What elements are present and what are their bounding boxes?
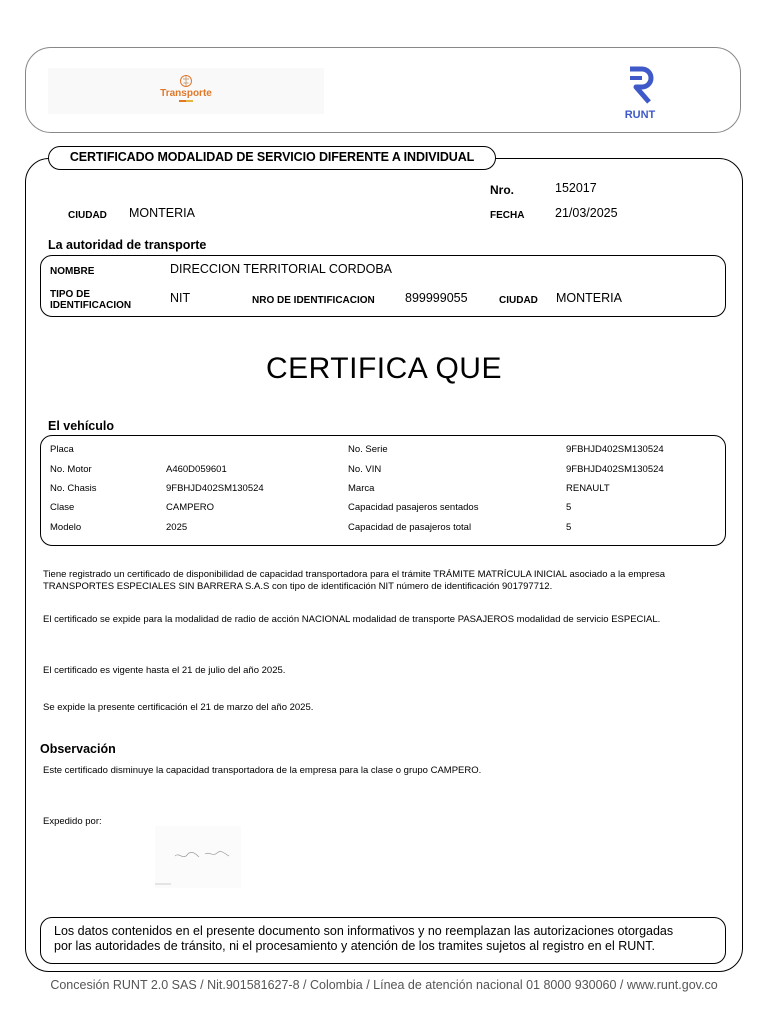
nro-label: Nro. <box>490 183 514 197</box>
disclaimer-box <box>40 917 726 964</box>
vehicle-value: 5 <box>566 502 572 513</box>
nro-identificacion-label: NRO DE IDENTIFICACION <box>252 295 375 306</box>
disclaimer-line-2: por las autoridades de tránsito, ni el procesamiento y atención de los tramites sujetos al registro en el RUNT. <box>54 938 655 953</box>
nombre-value: DIRECCION TERRITORIAL CORDOBA <box>170 262 393 276</box>
tipo-label-line1: TIPO DE <box>50 289 91 300</box>
vehicle-value: 2025 <box>166 522 188 533</box>
runt-logo <box>618 66 662 120</box>
vehicle-label: No. VIN <box>348 464 382 475</box>
vehicle-heading: El vehículo <box>48 419 114 433</box>
disclaimer-line-1: Los datos contenidos en el presente documento son informativos y no reemplazan las autorizaciones otorgadas <box>54 924 674 938</box>
authority-heading: La autoridad de transporte <box>48 238 207 252</box>
runt-r-icon <box>618 66 662 109</box>
observacion-text: Este certificado disminuye la capacidad transportadora de la empresa para la clase o grupo CAMPERO. <box>43 765 482 776</box>
registration-line-1: Tiene registrado un certificado de disponibilidad de capacidad transportadora para el trámite TRÁMITE MATRÍCULA INICIAL asociado a la empresa <box>43 569 666 580</box>
nombre-label: NOMBRE <box>50 266 95 277</box>
vehicle-value: A460D059601 <box>166 464 227 475</box>
transporte-logo-text: Transporte <box>160 88 212 99</box>
runt-logo-text: RUNT <box>624 109 656 121</box>
vehicle-label: No. Motor <box>50 464 92 475</box>
transporte-logo <box>146 74 226 110</box>
vehicle-value: RENAULT <box>566 483 610 494</box>
vehicle-value: CAMPERO <box>166 502 215 513</box>
ciudad-value: MONTERIA <box>129 206 195 220</box>
tipo-identificacion-label <box>50 289 131 311</box>
ciudad-label: CIUDAD <box>68 210 107 221</box>
vehicle-value: 9FBHJD402SM130524 <box>166 483 264 494</box>
vehicle-label: Capacidad pasajeros sentados <box>348 502 479 513</box>
vigencia-paragraph: El certificado es vigente hasta el 21 de julio del año 2025. <box>43 665 286 676</box>
tipo-value: NIT <box>170 291 191 305</box>
vehicle-label: Placa <box>50 444 74 455</box>
authority-ciudad-label: CIUDAD <box>499 295 538 306</box>
nro-value: 152017 <box>555 181 597 195</box>
footer-text: Concesión RUNT 2.0 SAS / Nit.901581627-8 / Colombia / Línea de atención nacional 01 8000 930060 / www.runt.gov.co <box>50 978 718 992</box>
fecha-value: 21/03/2025 <box>555 206 618 220</box>
modalidad-paragraph: El certificado se expide para la modalidad de radio de acción NACIONAL modalidad de transporte PASAJEROS modalidad de servicio ESPECIAL. <box>43 614 661 625</box>
vehicle-label: Modelo <box>50 522 82 533</box>
vehicle-label: No. Serie <box>348 444 388 455</box>
vehicle-label: Capacidad de pasajeros total <box>348 522 472 533</box>
signature-image <box>155 826 241 888</box>
certificate-title: CERTIFICADO MODALIDAD DE SERVICIO DIFERENTE A INDIVIDUAL <box>48 146 496 170</box>
vehicle-value: 9FBHJD402SM130524 <box>566 444 664 455</box>
vehicle-value: 9FBHJD402SM130524 <box>566 464 664 475</box>
observacion-heading: Observación <box>40 742 116 756</box>
expedido-por-label: Expedido por: <box>43 816 102 827</box>
expedicion-paragraph: Se expide la presente certificación el 21 de marzo del año 2025. <box>43 702 314 713</box>
registration-line-2: TRANSPORTES ESPECIALES SIN BARRERA S.A.S con tipo de identificación NIT número de identificación 901797712. <box>43 580 553 592</box>
vehicle-label: Clase <box>50 502 75 513</box>
certifica-que-title: CERTIFICA QUE <box>266 352 502 385</box>
authority-ciudad-value: MONTERIA <box>556 291 622 305</box>
vehicle-label: No. Chasis <box>50 483 97 494</box>
tipo-label-line2: IDENTIFICACION <box>50 300 132 311</box>
transporte-logo-bar <box>179 100 193 102</box>
transporte-emblem-icon <box>179 74 193 88</box>
fecha-label: FECHA <box>490 210 525 221</box>
vehicle-label: Marca <box>348 483 375 494</box>
registration-paragraph <box>43 569 759 592</box>
vehicle-value: 5 <box>566 522 572 533</box>
nro-identificacion-value: 899999055 <box>405 291 468 305</box>
